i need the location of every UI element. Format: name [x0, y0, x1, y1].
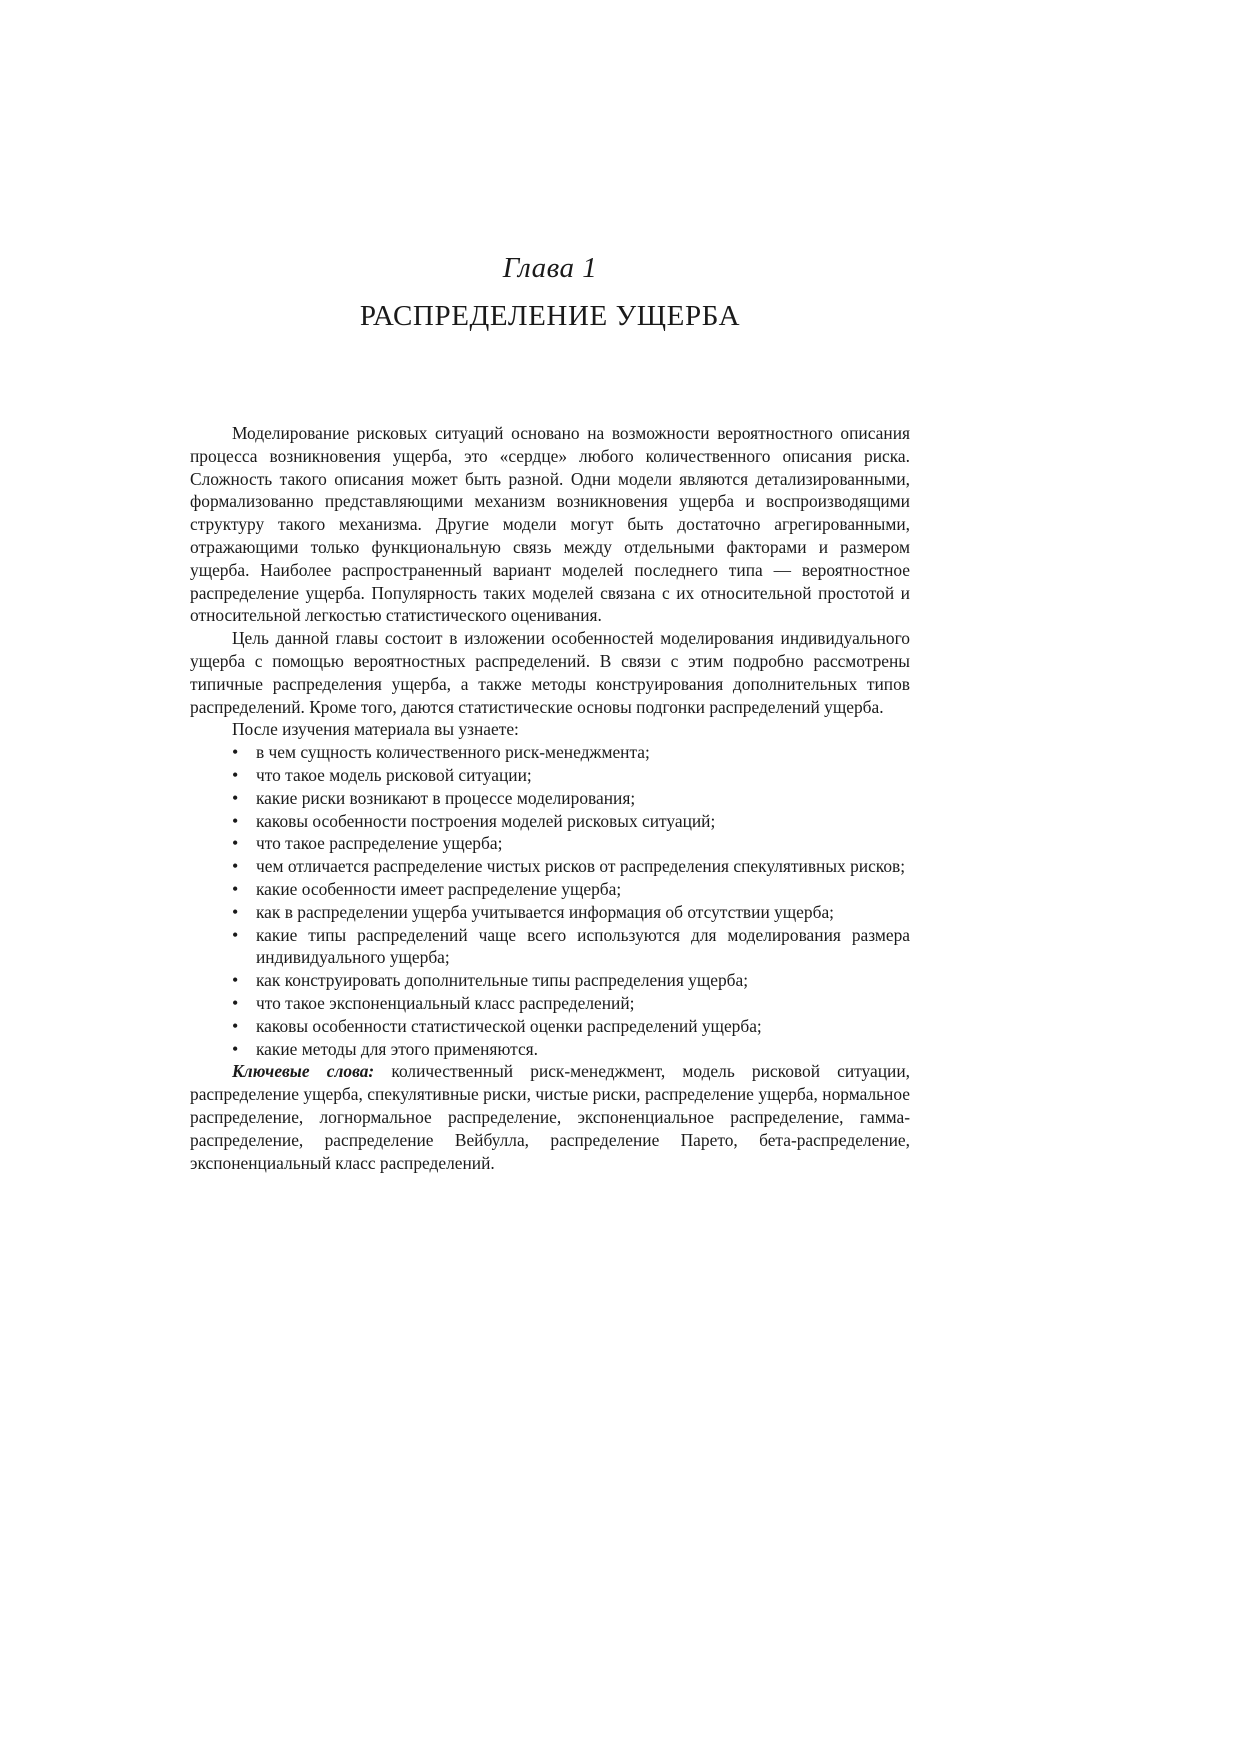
list-item: • какие особенности имеет распределение ущерба; [232, 878, 910, 901]
list-item: • чем отличается распределение чистых рисков от распределения спекулятивных рисков; [232, 855, 910, 878]
list-item: • что такое распределение ущерба; [232, 832, 910, 855]
list-item: • какие риски возникают в процессе моделирования; [232, 787, 910, 810]
chapter-title: РАСПРЕДЕЛЕНИЕ УЩЕРБА [359, 300, 741, 332]
list-item: • что такое экспоненциальный класс распределений; [232, 992, 910, 1015]
keywords-text: количественный риск-менеджмент, модель рисковой ситуации, распределение ущерба, спекулятивные риски, чистые риски, распределение ущерба, нормальное распределение, логнормальное распределение, экспоненциальное распределение, гамма-распределение, распределение Вейбулла, распределение Парето, бета-распределение, экспоненциальный класс распределений. [190, 1061, 911, 1173]
list-item: • каковы особенности статистической оценки распределений ущерба; [232, 1015, 910, 1038]
chapter-intro [190, 422, 910, 1174]
chapter-label: Глава 1 [502, 252, 598, 284]
list-item: • какие типы распределений чаще всего используются для моделирования размера индивидуального ущерба; [232, 924, 910, 970]
list-item: • какие методы для этого применяются. [232, 1038, 910, 1061]
keywords-label: Ключевые слова: [232, 1061, 375, 1082]
intro-paragraph-1: Моделирование рисковых ситуаций основано на возможности вероятностного описания процесса возникновения ущерба, это «сердце» любого количественного описания риска. Сложность такого описания может быть разной. Одни модели являются детализированными, формализованно представляющими механизм возникновения ущерба и воспроизводящими структуру такого механизма. Другие модели могут быть достаточно агрегированными, отражающими только функциональную связь между отдельными факторами и размером ущерба. Наиболее распространенный вариант моделей последнего типа — вероятностное распределение ущерба. Популярность таких моделей связана с их относительной простотой и относительной легкостью статистического оценивания. [190, 423, 910, 626]
intro-paragraph-3: После изучения материала вы узнаете: [232, 719, 519, 740]
keywords-paragraph [190, 1060, 910, 1174]
learning-outcomes-list [190, 741, 910, 1060]
list-item: • каковы особенности построения моделей рисковых ситуаций; [232, 810, 910, 833]
list-item: • в чем сущность количественного риск-менеджмента; [232, 741, 910, 764]
list-item: • как в распределении ущерба учитывается информация об отсутствии ущерба; [232, 901, 910, 924]
list-item: • как конструировать дополнительные типы распределения ущерба; [232, 969, 910, 992]
intro-paragraph-2: Цель данной главы состоит в изложении особенностей моделирования индивидуального ущерба с помощью вероятностных распределений. В связи с этим подробно рассмотрены типичные распределения ущерба, а также методы конструирования дополнительных типов распределений. Кроме того, даются статистические основы подгонки распределений ущерба. [190, 628, 910, 717]
list-item: • что такое модель рисковой ситуации; [232, 764, 910, 787]
